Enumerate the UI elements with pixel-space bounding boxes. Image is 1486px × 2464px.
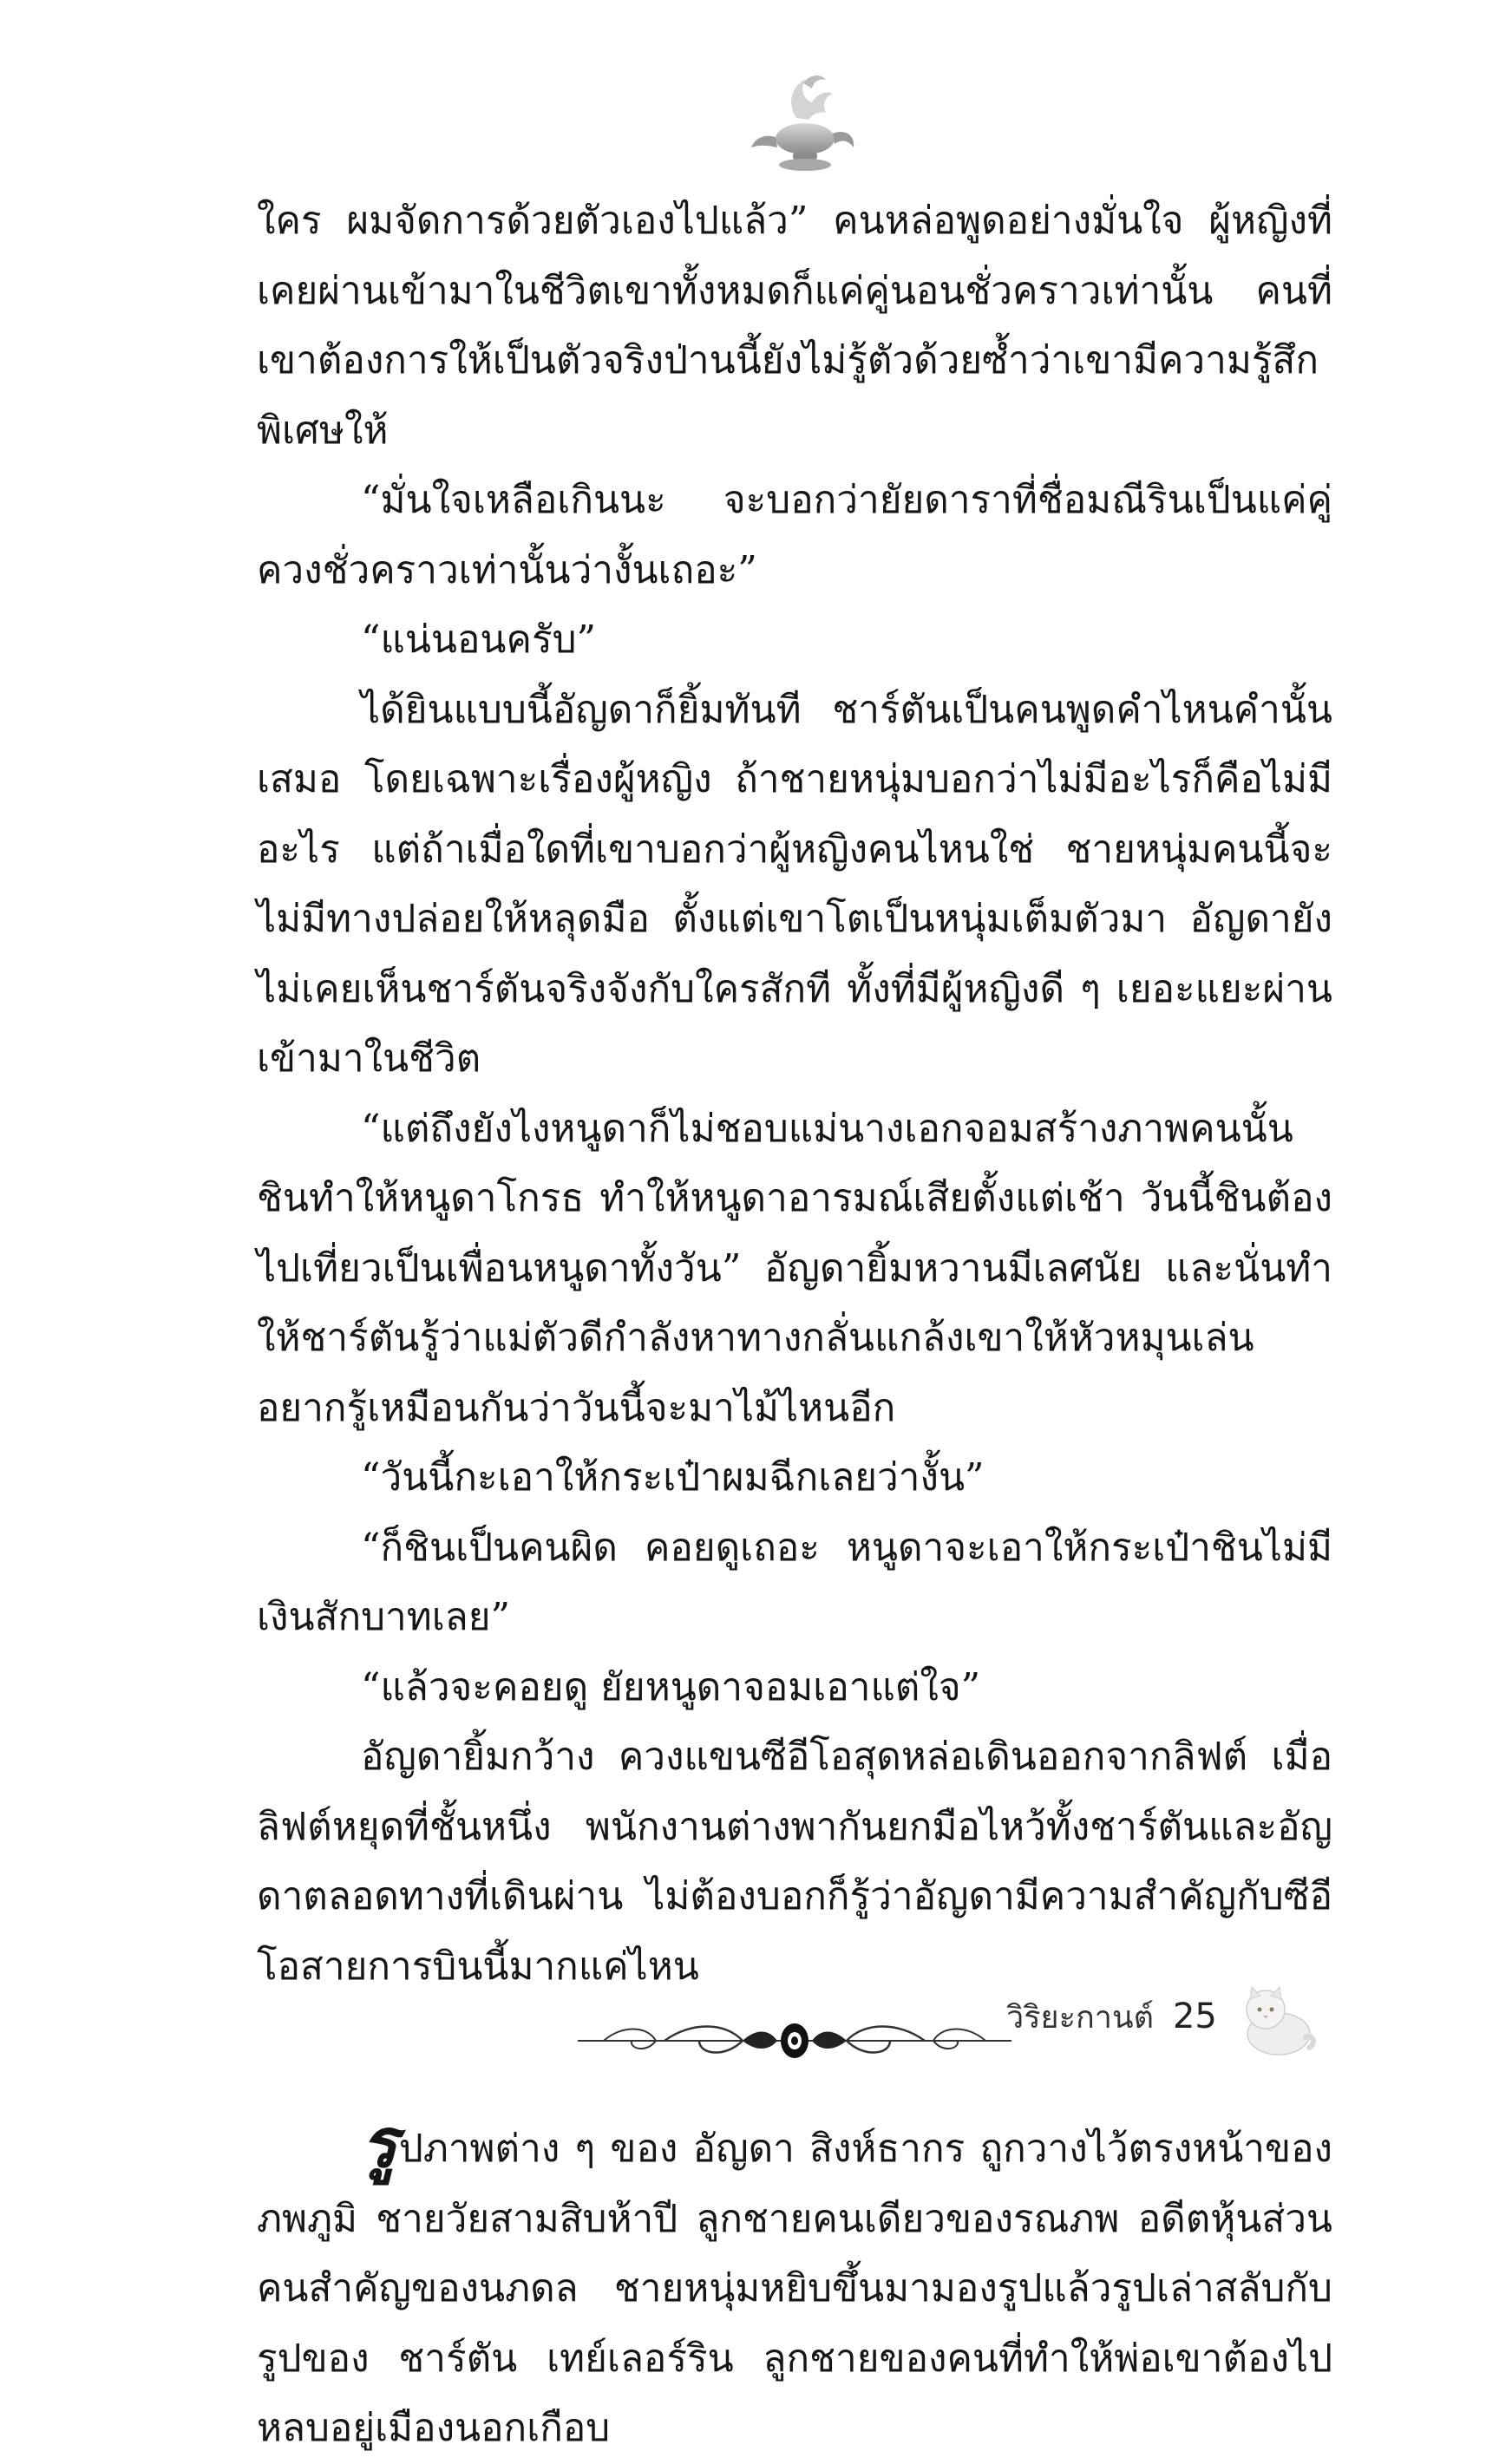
paragraph-1: ใคร ผมจัดการด้วยตัวเองไปแล้ว” คนหล่อพูดอย่างมั่นใจ ผู้หญิงที่เคยผ่านเข้ามาในชีวิตเขาทั้งหมดก็แค่คู่นอนชั่วคราวเท่านั้น คนที่เขาต้องการให้เป็นตัวจริงป่านนี้ยังไม่รู้ตัวด้วยซ้ำว่าเขามีความรู้สึกพิเศษให้ bbox=[257, 199, 1332, 453]
paragraph-3: “แน่นอนครับ” bbox=[361, 618, 597, 662]
ornamental-divider bbox=[569, 2015, 1020, 2067]
body-text bbox=[257, 186, 1332, 2464]
lamp-icon bbox=[743, 68, 864, 180]
paragraph-section-2-text: ปภาพต่าง ๆ ของ อัญดา สิงห์ธากร ถูกวางไว้ตรงหน้าของภพภูมิ ชายวัยสามสิบห้าปี ลูกชายคนเดียวของรณภพ อดีตหุ้นส่วนคนสำคัญของนภดล ชายหนุ่มหยิบขึ้นมามองรูปแล้วรูปเล่าสลับกับรูปของ ชาร์ตัน เทย์เลอร์ริน ลูกชายของคนที่ทำให้พ่อเขาต้องไปหลบอยู่เมืองนอกเกือบ bbox=[257, 2127, 1332, 2450]
page-number: 25 bbox=[1172, 1997, 1217, 2036]
paragraph-5: “แต่ถึงยังไงหนูดาก็ไม่ชอบแม่นางเอกจอมสร้างภาพคนนั้น ชินทำให้หนูดาโกรธ ทำให้หนูดาอารมณ์เสียตั้งแต่เช้า วันนี้ชินต้องไปเที่ยวเป็นเพื่อนหนูดาทั้งวัน” อัญดายิ้มหวานมีเลศนัย และนั่นทำให้ชาร์ตันรู้ว่าแม่ตัวดีกำลังหาทางกลั่นแกล้งเขาให้หัวหมุนเล่น อยากรู้เหมือนกันว่าวันนี้จะมาไม้ไหนอีก bbox=[257, 1106, 1332, 1430]
paragraph-6: “วันนี้กะเอาให้กระเป๋าผมฉีกเลยว่างั้น” bbox=[361, 1455, 985, 1500]
book-title: วิริยะกานต์ bbox=[1006, 1999, 1154, 2036]
paragraph-7: “ก็ชินเป็นคนผิด คอยดูเถอะ หนูดาจะเอาให้กระเป๋าชินไม่มีเงินสักบาทเลย” bbox=[257, 1525, 1332, 1639]
paragraph-8: “แล้วจะคอยดู ยัยหนูดาจอมเอาแต่ใจ” bbox=[361, 1664, 981, 1709]
paragraph-2: “มั่นใจเหลือเกินนะ จะบอกว่ายัยดาราที่ชื่อมณีรินเป็นแค่คู่ควงชั่วคราวเท่านั้นว่างั้นเถอะ” bbox=[257, 478, 1332, 592]
paragraph-4: ได้ยินแบบนี้อัญดาก็ยิ้มทันที ชาร์ตันเป็นคนพูดคำไหนคำนั้นเสมอ โดยเฉพาะเรื่องผู้หญิง ถ้าชายหนุ่มบอกว่าไม่มีอะไรก็คือไม่มีอะไร แต่ถ้าเมื่อใดที่เขาบอกว่าผู้หญิงคนไหนใช่ ชายหนุ่มคนนี้จะไม่มีทางปล่อยให้หลุดมือ ตั้งแต่เขาโตเป็นหนุ่มเต็มตัวมา อัญดายังไม่เคยเห็นชาร์ตันจริงจังกับใครสักที ทั้งที่มีผู้หญิงดี ๆ เยอะแยะผ่านเข้ามาในชีวิต bbox=[257, 687, 1332, 1081]
paragraph-9: อัญดายิ้มกว้าง ควงแขนซีอีโอสุดหล่อเดินออกจากลิฟต์ เมื่อลิฟต์หยุดที่ชั้นหนึ่ง พนักงานต่างพากันยกมือไหว้ทั้งชาร์ตันและอัญดาตลอดทางที่เดินผ่าน ไม่ต้องบอกก็รู้ว่าอัญดามีความสำคัญกับซีอีโอสายการบินนี้มากแค่ไหน bbox=[257, 1735, 1332, 1989]
persian-cat-icon bbox=[1231, 1973, 1318, 2060]
paragraph-section-2 bbox=[257, 2104, 1332, 2464]
drop-cap: รู bbox=[361, 2104, 397, 2183]
page-footer bbox=[1006, 1973, 1318, 2060]
